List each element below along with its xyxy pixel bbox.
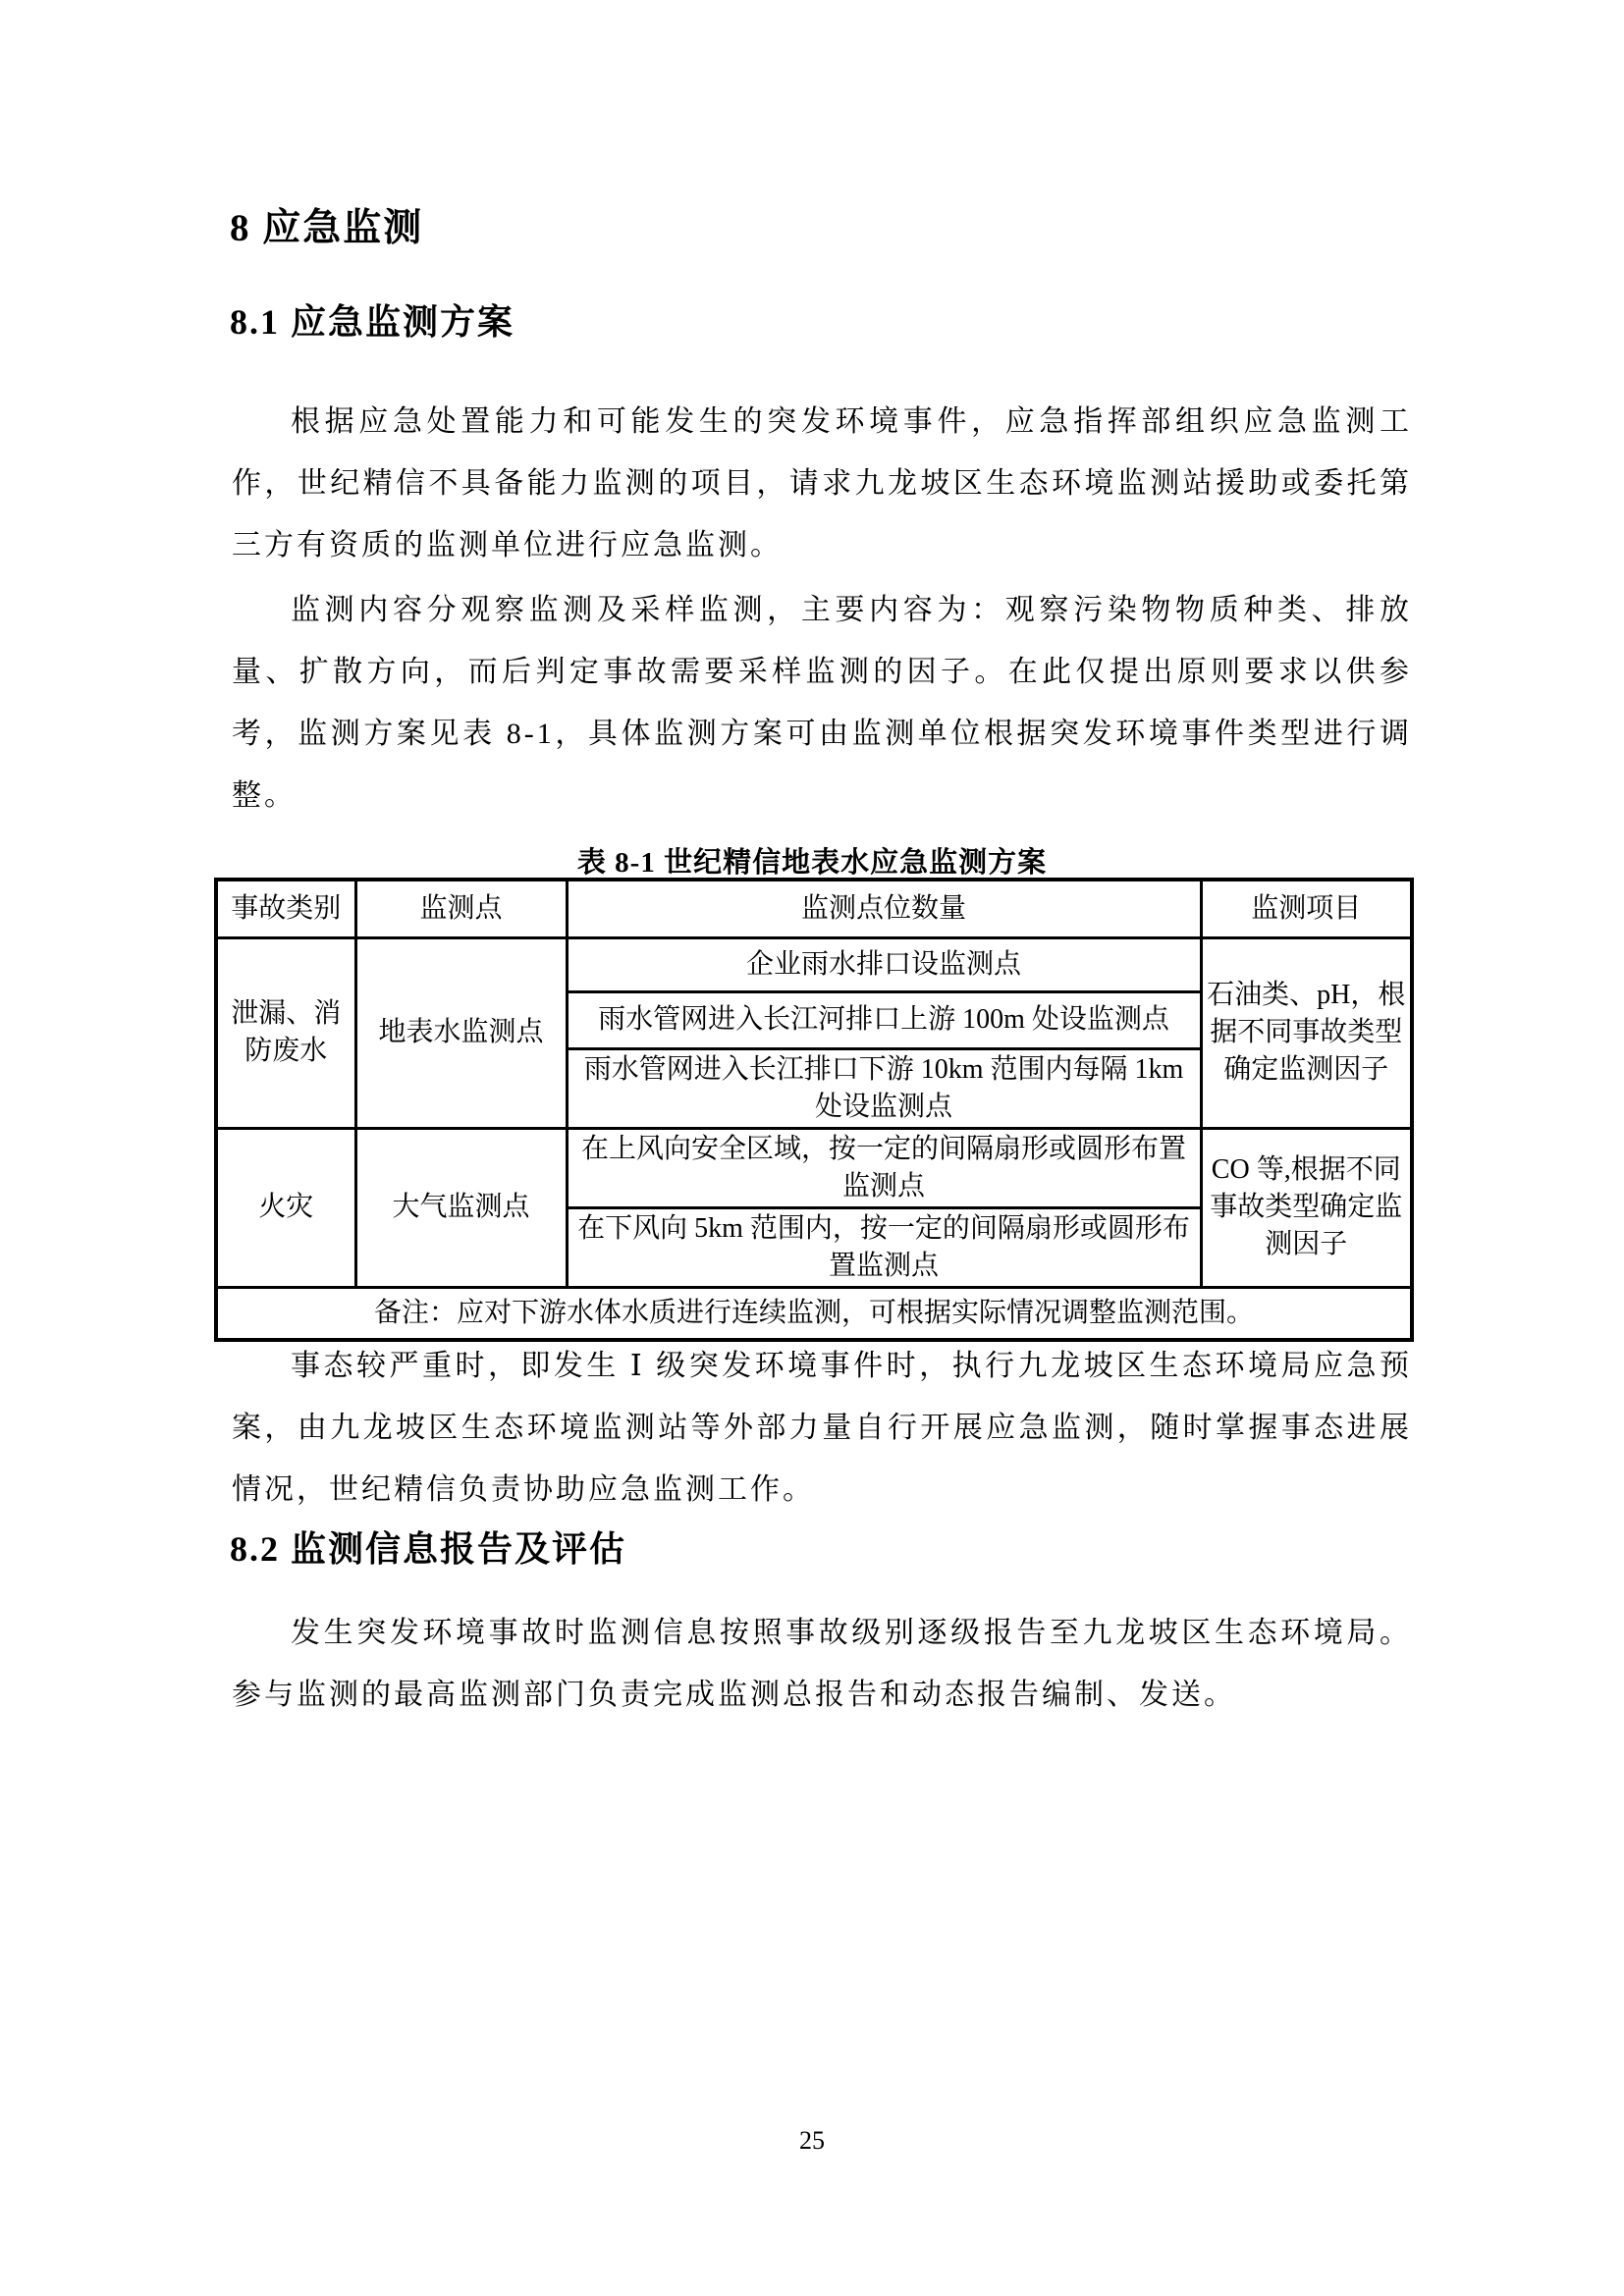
header-accident-type: 事故类别 — [216, 880, 355, 937]
cell-item-oil-ph: 石油类、pH，根据不同事故类型确定监测因子 — [1201, 937, 1412, 1128]
section-heading-8-1: 8.1 应急监测方案 — [230, 302, 515, 342]
paragraph-report-evaluation: 发生突发环境事故时监测信息按照事故级别逐级报告至九龙坡区生态环境局。参与监测的最高监测部门负责完成监测总报告和动态报告编制、发送。 — [232, 1617, 1412, 1711]
section-heading-8: 8 应急监测 — [230, 207, 424, 249]
header-monitor-item: 监测项目 — [1201, 880, 1412, 937]
cell-accident-fire: 火灾 — [216, 1128, 355, 1287]
monitoring-plan-table — [214, 878, 1414, 1342]
header-monitor-point: 监测点 — [355, 880, 567, 937]
header-point-count: 监测点位数量 — [567, 880, 1201, 937]
cell-location-upstream-100m: 雨水管网进入长江河排口上游 100m 处设监测点 — [567, 991, 1201, 1048]
cell-table-note: 备注：应对下游水体水质进行连续监测，可根据实际情况调整监测范围。 — [216, 1287, 1412, 1340]
table-row — [216, 937, 1412, 991]
page-number: 25 — [799, 2126, 825, 2155]
section-heading-8-2: 8.2 监测信息报告及评估 — [230, 1529, 627, 1569]
paragraph-emergency-plan-2: 监测内容分观察监测及采样监测，主要内容为：观察污染物物质种类、排放量、扩散方向，而后判定事故需要采样监测的因子。在此仅提出原则要求以供参考，监测方案见表 8-1，具体监测方案可由监测单位根据突发环境事件类型进行调整。 — [232, 594, 1412, 812]
table-note-row — [216, 1287, 1412, 1340]
table-caption: 表 8-1 世纪精信地表水应急监测方案 — [576, 847, 1048, 879]
cell-location-upwind: 在上风向安全区域，按一定的间隔扇形或圆形布置监测点 — [567, 1128, 1201, 1207]
cell-location-rain-outlet: 企业雨水排口设监测点 — [567, 937, 1201, 991]
cell-accident-leak: 泄漏、消防废水 — [216, 937, 355, 1128]
cell-point-surface-water: 地表水监测点 — [355, 937, 567, 1128]
paragraph-severe-event: 事态较严重时，即发生 Ⅰ 级突发环境事件时，执行九龙坡区生态环境局应急预案，由九龙坡区生态环境监测站等外部力量自行开展应急监测，随时掌握事态进展情况，世纪精信负责协助应急监测工作。 — [232, 1350, 1412, 1506]
cell-location-downwind-5km: 在下风向 5km 范围内，按一定的间隔扇形或圆形布置监测点 — [567, 1207, 1201, 1287]
paragraph-emergency-plan-1: 根据应急处置能力和可能发生的突发环境事件，应急指挥部组织应急监测工作，世纪精信不具备能力监测的项目，请求九龙坡区生态环境监测站援助或委托第三方有资质的监测单位进行应急监测。 — [232, 405, 1412, 561]
table-header-row — [216, 880, 1412, 937]
cell-location-downstream-10km: 雨水管网进入长江排口下游 10km 范围内每隔 1km 处设监测点 — [567, 1048, 1201, 1128]
cell-point-atmosphere: 大气监测点 — [355, 1128, 567, 1287]
cell-item-co: CO 等,根据不同事故类型确定监测因子 — [1201, 1128, 1412, 1287]
table-row — [216, 1128, 1412, 1207]
